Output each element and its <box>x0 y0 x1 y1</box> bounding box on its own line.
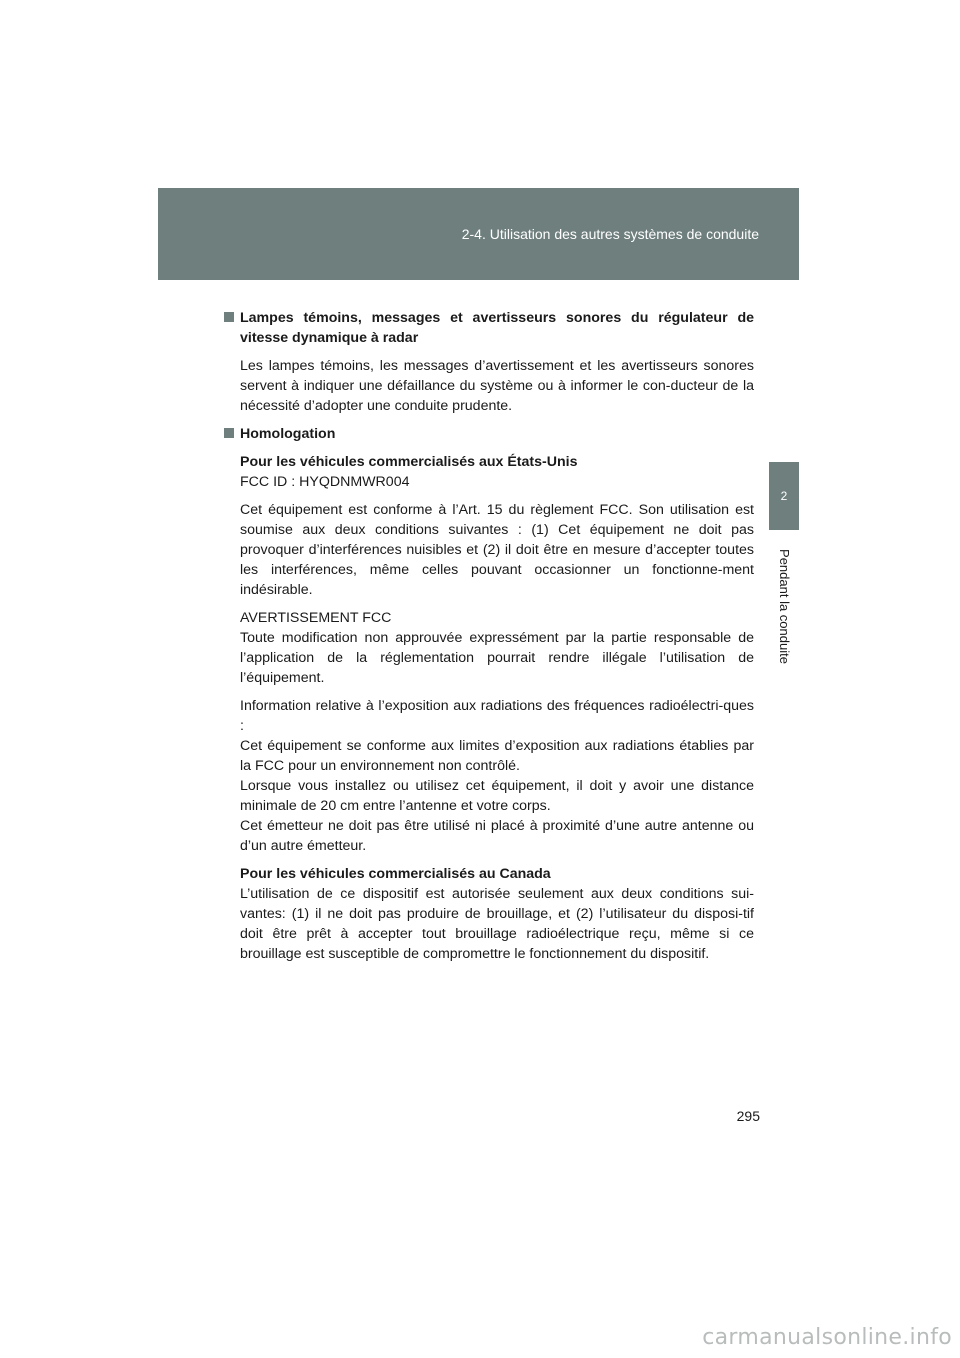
canada-subheading: Pour les véhicules commercialisés au Canada <box>240 866 551 882</box>
chapter-tab-label-text: Pendant la conduite <box>776 548 792 664</box>
fcc-warning-text: Toute modification non approuvée expressément par la partie responsable de l’application de la réglementation pourrait rendre illégale l’utilisation de l’équipement. <box>240 630 754 686</box>
page-content <box>224 308 754 964</box>
radiation-line: Lorsque vous installez ou utilisez cet équipement, il doit y avoir une distance minimale de 20 cm entre l’antenne et votre corps. <box>240 778 754 814</box>
section-heading-text: Lampes témoins, messages et avertisseurs sonores du régulateur de vitesse dynamique à radar <box>240 310 754 346</box>
body-paragraph: Les lampes témoins, les messages d’avertissement et les avertisseurs sonores servent à indiquer une défaillance du système ou à informer le con-ducteur de la nécessité d’adopter une conduite prudente. <box>240 358 754 414</box>
section-heading-homologation <box>224 424 754 444</box>
section-bullet-icon <box>224 428 234 438</box>
fcc-warning-title: AVERTISSEMENT FCC <box>240 610 392 626</box>
chapter-tab-label <box>771 536 797 676</box>
page-number: 295 <box>736 1108 760 1124</box>
canada-block <box>240 864 754 964</box>
chapter-header-bar <box>158 188 799 280</box>
radiation-line: Cet équipement se conforme aux limites d’exposition aux radiations établies par la FCC pour un environnement non contrôlé. <box>240 738 754 774</box>
fcc-id: FCC ID : HYQDNMWR004 <box>240 474 410 490</box>
section-heading-text: Homologation <box>240 426 336 442</box>
radiation-block <box>240 696 754 856</box>
chapter-title: 2-4. Utilisation des autres systèmes de conduite <box>461 226 759 242</box>
fcc-warning-block <box>240 608 754 688</box>
fcc-compliance-paragraph: Cet équipement est conforme à l’Art. 15 du règlement FCC. Son utilisation est soumise aux deux conditions suivantes : (1) Cet équipement ne doit pas provoquer d’interférences nuisibles et (2) il doit être en mesure d’accepter toutes les interférences, même celles pouvant occasionner un fonctionne-ment indésirable. <box>240 502 754 598</box>
chapter-tab-number: 2 <box>769 462 799 530</box>
radiation-line: Cet émetteur ne doit pas être utilisé ni placé à proximité d’une autre antenne ou d’un autre émetteur. <box>240 818 754 854</box>
canada-text: L’utilisation de ce dispositif est autorisée seulement aux deux conditions sui-vantes: (1) il ne doit pas produire de brouillage, et (2) l’utilisateur du disposi-tif doit être prêt à accepter tout brouillage radioélectrique reçu, même si ce brouillage est susceptible de compromettre le fonctionnement du dispositif. <box>240 886 754 962</box>
us-block <box>240 452 754 492</box>
section-bullet-icon <box>224 312 234 322</box>
radiation-line: Information relative à l’exposition aux radiations des fréquences radioélectri-ques : <box>240 698 754 734</box>
watermark: carmanualsonline.info <box>702 1325 952 1350</box>
us-subheading: Pour les véhicules commercialisés aux États-Unis <box>240 454 578 470</box>
section-heading-radar-warnings <box>224 308 754 348</box>
